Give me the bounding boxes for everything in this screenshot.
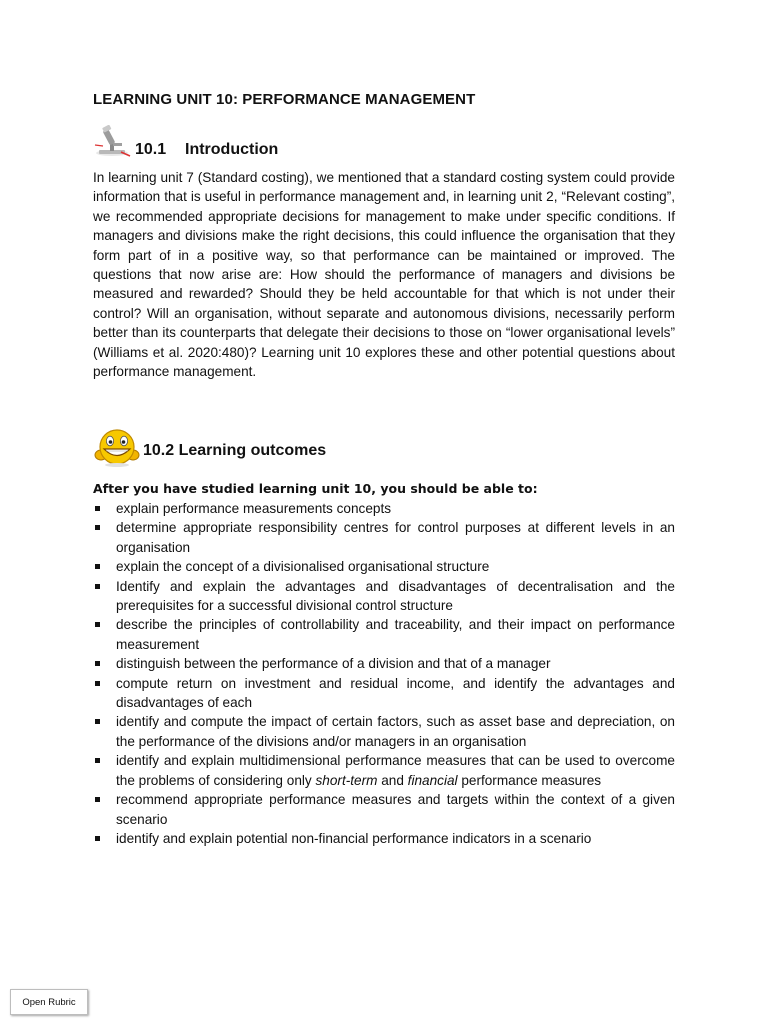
- list-item: describe the principles of controllability and traceability, and their impact on performance measurement: [93, 615, 675, 654]
- section-title-text: Introduction: [185, 141, 279, 158]
- list-item: explain performance measurements concepts: [93, 499, 675, 518]
- item-text: identify and explain multidimensional performance measures that can be used to overcome the problems of considering only: [116, 753, 675, 788]
- microscope-icon: [93, 125, 131, 159]
- section-title: [135, 141, 278, 159]
- section-number: 10.2: [143, 442, 175, 459]
- learning-outcomes-list: [93, 499, 675, 848]
- introduction-paragraph: In learning unit 7 (Standard costing), we mentioned that a standard costing system could provide information that is useful in performance management and, in learning unit 2, “Relevant costing”, we recommended appropriate decisions for management to make under specific conditions. If managers and divisions make the right decisions, this could influence the organisation that they form part of in a positive way, so that performance can be maintained or improved. The questions that now arise are: How should the performance of managers and divisions be measured and rewarded? Should they be held accountable for that which is not under their control? Will an organisation, without separate and autonomous divisions, necessarily perform better than its counterparts that delegate their decisions to those on “lower organisational levels” (Williams et al. 2020:480)? Learning unit 10 explores these and other potential questions about performance management.: [93, 170, 675, 380]
- list-item: determine appropriate responsibility centres for control purposes at different levels in an organisation: [93, 518, 675, 557]
- list-item: compute return on investment and residual income, and identify the advantages and disadvantages of each: [93, 674, 675, 713]
- list-item: identify and compute the impact of certain factors, such as asset base and depreciation, on the performance of the divisions and/or managers in an organisation: [93, 712, 675, 751]
- section-heading-introduction: [93, 125, 278, 159]
- list-item: [93, 751, 675, 790]
- smiley-face-icon: [93, 428, 141, 468]
- emphasis-financial: financial: [407, 772, 458, 788]
- emphasis-short-term: short-term: [315, 772, 378, 788]
- list-item: distinguish between the performance of a division and that of a manager: [93, 654, 675, 673]
- section-title-text: Learning outcomes: [178, 442, 327, 459]
- list-item: identify and explain potential non-financial performance indicators in a scenario: [93, 829, 675, 848]
- list-item: Identify and explain the advantages and disadvantages of decentralisation and the prerequisites for a successful divisional control structure: [93, 577, 675, 616]
- unit-title: LEARNING UNIT 10: PERFORMANCE MANAGEMENT: [93, 91, 476, 108]
- item-text: and: [377, 772, 408, 788]
- list-item: recommend appropriate performance measures and targets within the context of a given scenario: [93, 790, 675, 829]
- item-text: performance measures: [457, 772, 602, 788]
- section-title: [143, 442, 326, 460]
- section-number: 10.1: [135, 141, 167, 158]
- outcomes-lead: After you have studied learning unit 10, you should be able to:: [93, 481, 538, 496]
- section-heading-learning-outcomes: [93, 428, 326, 468]
- list-item: explain the concept of a divisionalised organisational structure: [93, 557, 675, 576]
- open-rubric-button[interactable]: Open Rubric: [10, 989, 88, 1015]
